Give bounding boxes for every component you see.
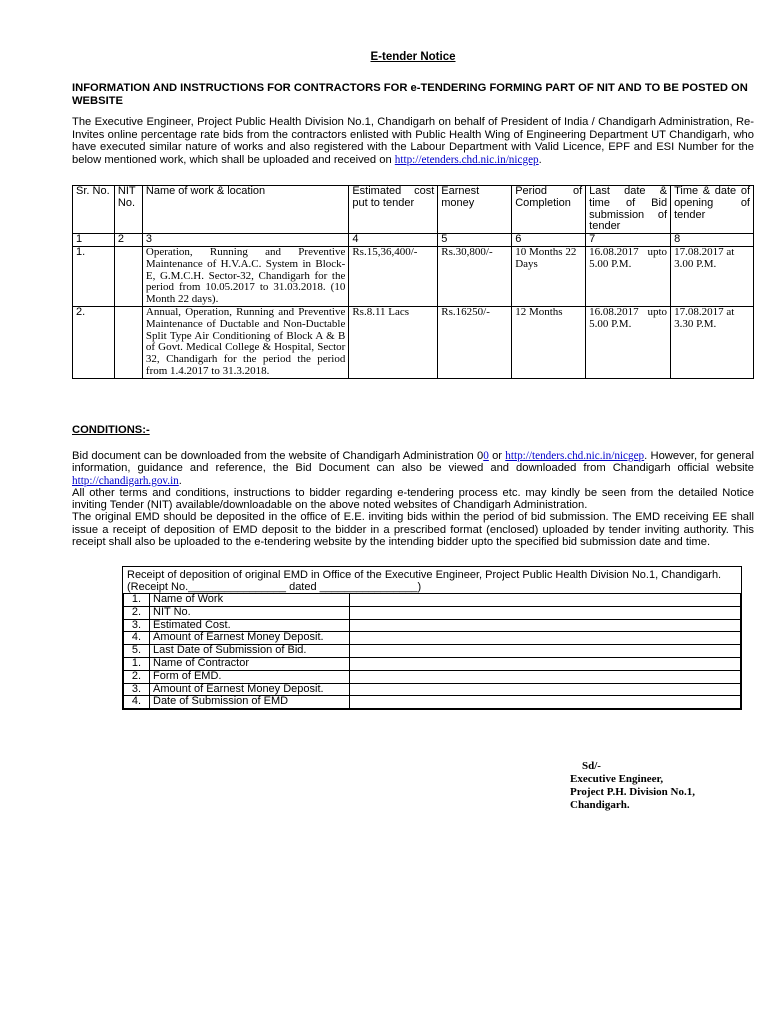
emd-row-no: 2. xyxy=(124,606,150,619)
emd-row-label: Last Date of Submission of Bid. xyxy=(150,645,350,658)
conditions-heading: CONDITIONS:- xyxy=(72,424,150,436)
emd-row-no: 5. xyxy=(124,645,150,658)
emd-row-label: Name of Work xyxy=(150,594,350,607)
index-cell: 8 xyxy=(671,234,754,247)
row-earnest-money: Rs.30,800/- xyxy=(438,246,512,306)
index-cell: 3 xyxy=(142,234,348,247)
row-nit-no xyxy=(114,306,142,378)
row-earnest-money: Rs.16250/- xyxy=(438,306,512,378)
emd-row-no: 3. xyxy=(124,683,150,696)
chandigarh-gov-link[interactable]: http://chandigarh.gov.in xyxy=(72,474,179,487)
row-period: 12 Months xyxy=(512,306,586,378)
emd-row-label: Amount of Earnest Money Deposit. xyxy=(150,632,350,645)
emd-row-no: 2. xyxy=(124,670,150,683)
emd-row-value xyxy=(350,594,741,607)
emd-row-no: 4. xyxy=(124,632,150,645)
index-cell: 1 xyxy=(73,234,115,247)
condition-paragraph: All other terms and conditions, instructions to bidder regarding e-tendering process etc. may kindly be seen from the detailed Notice inviting Tender (NIT) available/downloadable on the above noted websites of Chandigarh Administration. xyxy=(72,486,754,512)
row-opening: 17.08.2017 at 3.00 P.M. xyxy=(671,246,754,306)
header-nit-no: NIT No. xyxy=(114,186,142,234)
row-period: 10 Months 22 Days xyxy=(512,246,586,306)
emd-row-no: 1. xyxy=(124,594,150,607)
table-row xyxy=(73,246,754,306)
table-row xyxy=(124,606,741,619)
emd-row-label: Estimated Cost. xyxy=(150,619,350,632)
header-name-of-work: Name of work & location xyxy=(142,186,348,234)
emd-row-label: NIT No. xyxy=(150,606,350,619)
condition-text: or xyxy=(488,450,506,462)
emd-row-no: 4. xyxy=(124,696,150,709)
etenders-link[interactable]: http://etenders.chd.nic.in/nicgep xyxy=(394,153,539,166)
emd-form-header xyxy=(123,567,741,593)
table-row xyxy=(124,632,741,645)
signature-block xyxy=(570,760,695,812)
emd-row-value xyxy=(350,645,741,658)
signature-designation: Executive Engineer, xyxy=(570,773,664,785)
header-last-date: Last date & time of Bid submission of tender xyxy=(586,186,671,234)
signature-division: Project P.H. Division No.1, xyxy=(570,786,695,798)
index-cell: 4 xyxy=(349,234,438,247)
header-sr-no: Sr. No. xyxy=(73,186,115,234)
table-row xyxy=(124,683,741,696)
row-estimated-cost: Rs.8.11 Lacs xyxy=(349,306,438,378)
table-row xyxy=(124,670,741,683)
condition-paragraph xyxy=(72,450,754,487)
emd-receipt-line: (Receipt No.________________ dated ________________) xyxy=(127,581,422,593)
conditions-body xyxy=(72,450,754,548)
header-earnest-money: Earnest money xyxy=(438,186,512,234)
row-last-date: 16.08.2017 upto 5.00 P.M. xyxy=(586,306,671,378)
instructions-heading: INFORMATION AND INSTRUCTIONS FOR CONTRACTORS FOR e-TENDERING FORMING PART OF NIT AND TO BE POSTED ON WEBSITE xyxy=(72,82,748,107)
works-table-header xyxy=(73,186,754,234)
condition-text: Bid document can be downloaded from the website of Chandigarh Administration 0 xyxy=(72,450,484,462)
table-row xyxy=(124,619,741,632)
works-table-index-row xyxy=(73,234,754,247)
index-cell: 5 xyxy=(438,234,512,247)
header-period: Period of Completion xyxy=(512,186,586,234)
row-estimated-cost: Rs.15,36,400/- xyxy=(349,246,438,306)
tenders-link[interactable]: http://tenders.chd.nic.in/nicgep xyxy=(505,450,645,462)
table-row xyxy=(124,657,741,670)
page-title: E-tender Notice xyxy=(370,51,456,63)
header-opening: Time & date of opening of tender xyxy=(671,186,754,234)
intro-paragraph xyxy=(72,116,754,166)
emd-row-value xyxy=(350,670,741,683)
index-cell: 6 xyxy=(512,234,586,247)
signature-sd: Sd/- xyxy=(582,760,601,772)
emd-receipt-form xyxy=(122,566,742,710)
intro-text: The Executive Engineer, Project Public Health Division No.1, Chandigarh on behalf of President of India / Chandigarh Administration, Re-Invites online percentage rate bids from the contractors enlisted with Public Health Wing of Engineering Department UT Chandigarh, who have executed similar nature of works and also registered with the Labour Department with Valid Licence, EPF and ESI Number for the below mentioned work, which shall be uploaded and received on xyxy=(72,116,754,166)
condition-text: . However, for general information, guidance and reference, the Bid Document can also be viewed and downloaded from Chandigarh official website xyxy=(72,450,754,475)
condition-text: . xyxy=(178,474,182,487)
row-sr-no: 2. xyxy=(73,306,115,378)
signature-place: Chandigarh. xyxy=(570,799,630,811)
index-cell: 2 xyxy=(114,234,142,247)
zero-link[interactable]: 0 xyxy=(483,450,489,462)
row-opening: 17.08.2017 at 3.30 P.M. xyxy=(671,306,754,378)
emd-row-no: 1. xyxy=(124,657,150,670)
emd-work-table xyxy=(123,593,741,709)
emd-row-value xyxy=(350,619,741,632)
emd-row-value xyxy=(350,657,741,670)
emd-row-no: 3. xyxy=(124,619,150,632)
index-cell: 7 xyxy=(586,234,671,247)
emd-row-value xyxy=(350,606,741,619)
table-row xyxy=(124,696,741,709)
table-row xyxy=(124,645,741,658)
emd-row-label: Date of Submission of EMD xyxy=(150,696,350,709)
works-table xyxy=(72,185,754,379)
row-nit-no xyxy=(114,246,142,306)
emd-row-value xyxy=(350,632,741,645)
row-last-date: 16.08.2017 upto 5.00 P.M. xyxy=(586,246,671,306)
condition-paragraph: The original EMD should be deposited in the office of E.E. inviting bids within the period of bid submission. The EMD receiving EE shall issue a receipt of deposition of EMD deposit to the bidder in a prescribed format (enclosed) uploaded by tender inviting authority. This receipt shall also be uploaded to the e-tendering website by the intending bidder upto the specified bid submission date and time. xyxy=(72,511,754,549)
table-row xyxy=(124,594,741,607)
header-estimated-cost: Estimated cost put to tender xyxy=(349,186,438,234)
emd-row-value xyxy=(350,696,741,709)
table-row xyxy=(73,306,754,378)
emd-form-title: Receipt of deposition of original EMD in Office of the Executive Engineer, Project Public Health Division No.1, Chandigarh. xyxy=(127,569,722,581)
intro-end: . xyxy=(538,153,542,166)
emd-row-label: Amount of Earnest Money Deposit. xyxy=(150,683,350,696)
emd-row-value xyxy=(350,683,741,696)
emd-row-label: Form of EMD. xyxy=(150,670,350,683)
row-name-of-work: Operation, Running and Preventive Maintenance of H.V.A.C. System in Block-E, G.M.C.H. Sector-32, Chandigarh for the period from 10.05.2017 to 31.03.2018. (10 Month 22 days). xyxy=(142,246,348,306)
row-sr-no: 1. xyxy=(73,246,115,306)
emd-row-label: Name of Contractor xyxy=(150,657,350,670)
row-name-of-work: Annual, Operation, Running and Preventive Maintenance of Ductable and Non-Ductable Split Type Air Conditioning of Block A & B of Govt. Medical College & Hospital, Sector 32, Chandigarh for the period the period from 1.4.2017 to 31.3.2018. xyxy=(142,306,348,378)
